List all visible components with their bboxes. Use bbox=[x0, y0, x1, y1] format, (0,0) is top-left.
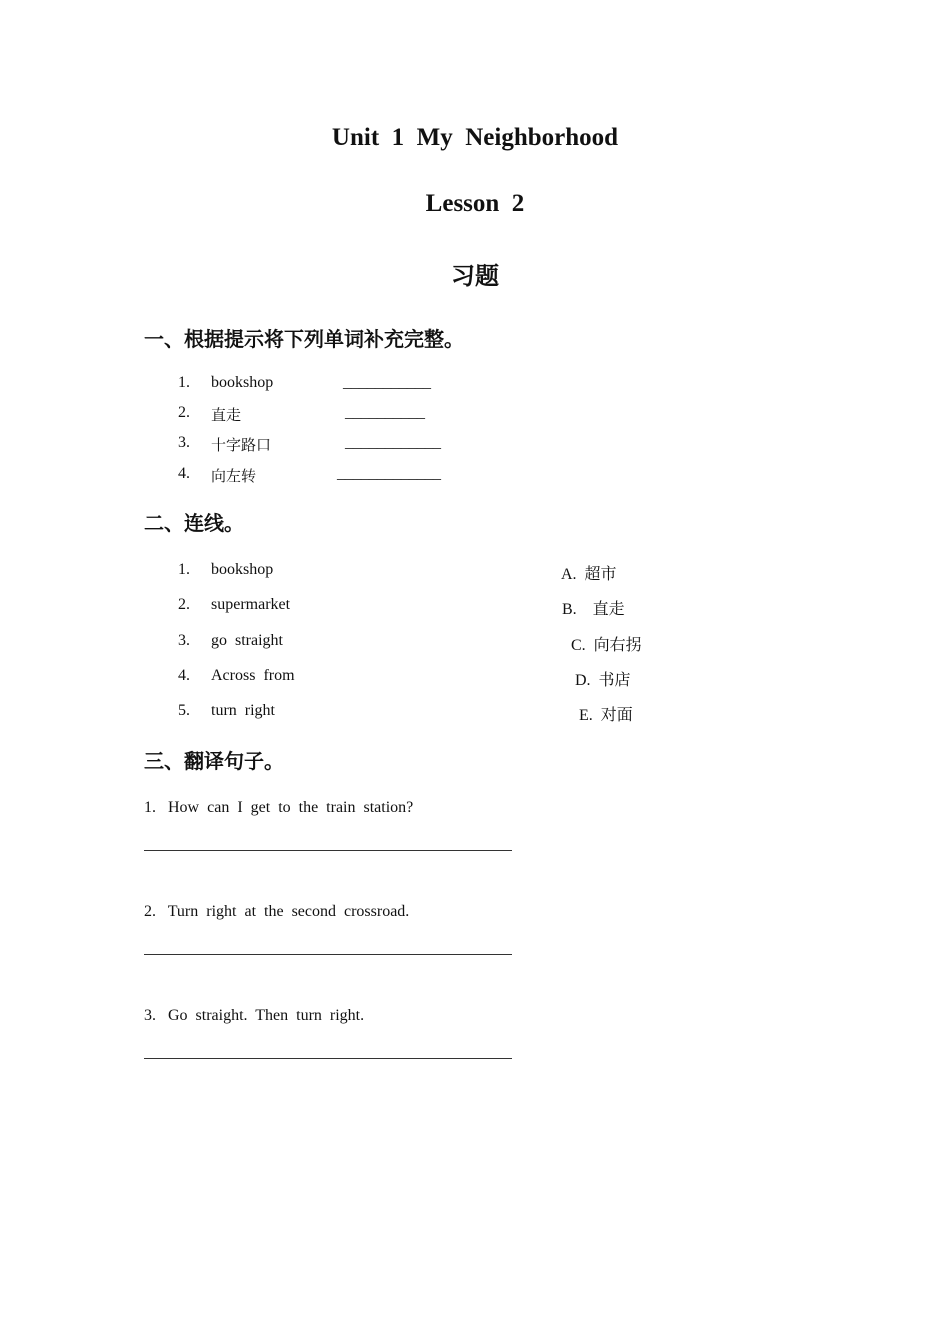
s2-left2-text[interactable]: supermarket bbox=[211, 596, 291, 613]
s2-left3-number: 3. bbox=[178, 632, 190, 649]
s1-item3-number: 3. bbox=[178, 434, 190, 451]
s2-left4-text[interactable]: Across from bbox=[211, 667, 295, 684]
s2-right-c[interactable]: C. 向右拐 bbox=[571, 637, 642, 654]
section3-heading: 三、翻译句子。 bbox=[144, 749, 284, 773]
s2-left1-number: 1. bbox=[178, 561, 190, 578]
s3-sentence3: 3. Go straight. Then turn right. bbox=[144, 1007, 365, 1024]
s2-right-b[interactable]: B. 直走 bbox=[562, 601, 625, 618]
section1-heading: 一、根据提示将下列单词补充完整。 bbox=[144, 327, 464, 351]
section2-heading: 二、连线。 bbox=[144, 511, 244, 535]
s1-item4-blank[interactable]: _____________ bbox=[337, 465, 441, 482]
s1-item4-text: 向左转 bbox=[211, 467, 257, 485]
s2-left1-text[interactable]: bookshop bbox=[211, 561, 274, 578]
s2-left2-number: 2. bbox=[178, 596, 190, 613]
s1-item2-text: 直走 bbox=[211, 406, 242, 424]
s2-left5-number: 5. bbox=[178, 702, 190, 719]
s3-sentence2: 2. Turn right at the second crossroad. bbox=[144, 903, 410, 920]
s2-left4-number: 4. bbox=[178, 667, 190, 684]
s1-item4-number: 4. bbox=[178, 465, 190, 482]
s1-item1-text: bookshop bbox=[211, 374, 274, 391]
exercise-subtitle: 习题 bbox=[451, 262, 499, 290]
s3-answer-line3[interactable] bbox=[144, 1058, 512, 1059]
s2-left5-text[interactable]: turn right bbox=[211, 702, 275, 719]
s3-answer-line1[interactable] bbox=[144, 850, 512, 851]
page-title: Unit 1 My Neighborhood bbox=[331, 124, 619, 151]
s2-left3-text[interactable]: go straight bbox=[211, 632, 283, 649]
s1-item3-blank[interactable]: ____________ bbox=[345, 434, 441, 451]
s3-answer-line2[interactable] bbox=[144, 954, 512, 955]
s1-item2-blank[interactable]: __________ bbox=[345, 404, 425, 421]
lesson-title: Lesson 2 bbox=[425, 190, 525, 217]
s1-item1-number: 1. bbox=[178, 374, 190, 391]
s3-sentence1: 1. How can I get to the train station? bbox=[144, 799, 414, 816]
s2-right-d[interactable]: D. 书店 bbox=[575, 672, 631, 689]
s2-right-e[interactable]: E. 对面 bbox=[579, 707, 633, 724]
s2-right-a[interactable]: A. 超市 bbox=[561, 566, 617, 583]
s1-item2-number: 2. bbox=[178, 404, 190, 421]
s1-item1-blank[interactable]: ___________ bbox=[343, 374, 431, 391]
s1-item3-text: 十字路口 bbox=[211, 436, 272, 454]
